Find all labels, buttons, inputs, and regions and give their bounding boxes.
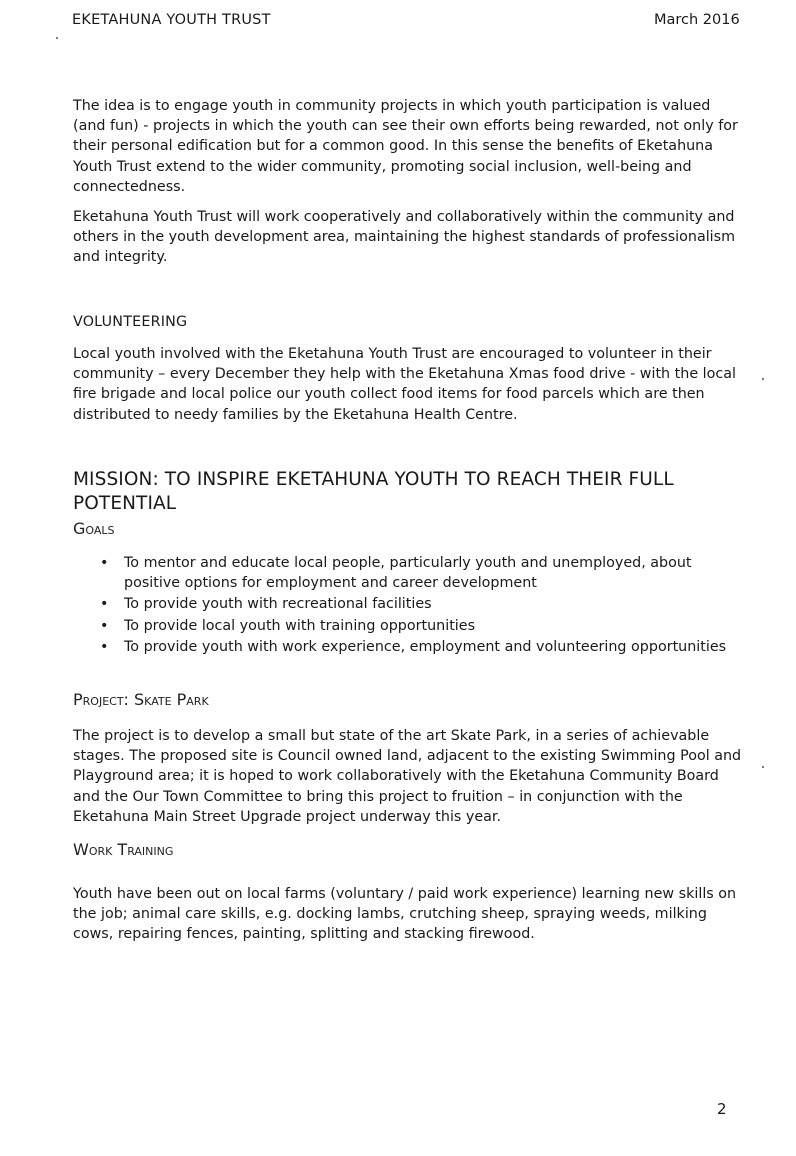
header-organization: EKETAHUNA YOUTH TRUST — [72, 12, 271, 28]
project-body — [73, 726, 743, 827]
mission-heading: MISSION: TO INSPIRE EKETAHUNA YOUTH TO REACH THEIR FULL POTENTIAL — [73, 469, 674, 514]
volunteering-body — [73, 344, 743, 425]
list-item — [73, 637, 733, 657]
list-item — [73, 594, 733, 614]
scan-speck — [56, 37, 58, 39]
goal-text: To provide youth with recreational facilities — [124, 596, 432, 613]
goal-text: To mentor and educate local people, particularly youth and unemployed, about positive options for employment and career development — [124, 555, 692, 592]
goal-text: To provide youth with work experience, employment and volunteering opportunities — [124, 638, 727, 655]
bullet-marker: • — [100, 555, 109, 571]
project-heading: Project: Skate Park — [73, 690, 209, 709]
page-number: 2 — [717, 1100, 727, 1118]
work-training-body — [73, 884, 743, 945]
goals-list — [73, 553, 733, 658]
scan-speck — [762, 766, 764, 768]
goal-text: To provide local youth with training opportunities — [124, 617, 476, 634]
intro-paragraph-2: Eketahuna Youth Trust will work cooperatively and collaboratively within the community and others in the youth development area, maintaining the highest standards of professionalism and integrity. — [73, 209, 736, 266]
intro-paragraph-1: The idea is to engage youth in community projects in which youth participation is valued (and fun) - projects in which the youth can see their own efforts being rewarded, not only for their personal edification but for a common good. In this sense the benefits of Eketahuna Youth Trust extend to the wider community, promoting social inclusion, well-being and connectedness. — [73, 98, 738, 195]
work-training-text: Youth have been out on local farms (voluntary / paid work experience) learning new skills on the job; animal care skills, e.g. docking lambs, crutching sheep, spraying weeds, milking cows, repairing fences, painting, splitting and stacking firewood. — [73, 886, 737, 943]
volunteering-heading: VOLUNTEERING — [73, 314, 188, 330]
list-item — [73, 616, 733, 636]
work-training-heading: Work Training — [73, 840, 174, 859]
volunteering-text: Local youth involved with the Eketahuna Youth Trust are encouraged to volunteer in their community – every December they help with the Eketahuna Xmas food drive - with the local fire brigade and local police our youth collect food items for food parcels which are then distributed to needy families by the Eketahuna Health Centre. — [73, 346, 736, 423]
bullet-marker: • — [100, 638, 109, 655]
project-text: The project is to develop a small but state of the art Skate Park, in a series of achievable stages. The proposed site is Council owned land, adjacent to the existing Swimming Pool and Playground area; it is hoped to work collaboratively with the Eketahuna Community Board and the Our Town Committee to bring this project to fruition – in conjunction with the Eketahuna Main Street Upgrade project underway this year. — [73, 728, 742, 825]
header-date: March 2016 — [654, 12, 740, 28]
scan-speck — [762, 378, 764, 380]
list-item — [73, 553, 733, 593]
bullet-marker: • — [100, 596, 109, 613]
goals-heading: Goals — [73, 519, 115, 538]
intro-section — [73, 96, 743, 268]
bullet-marker: • — [100, 617, 109, 634]
